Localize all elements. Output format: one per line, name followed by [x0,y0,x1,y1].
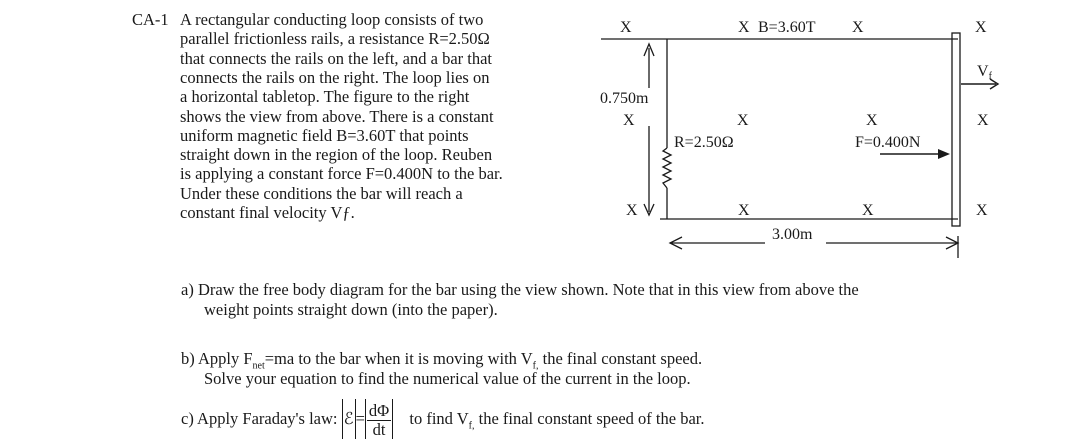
field-x-mark: X [623,112,635,129]
width-label: 3.00m [772,226,813,243]
force-label: F=0.400N [855,134,921,151]
field-x-mark: X [620,19,632,36]
problem-line: uniform magnetic field B=3.60T that points [180,125,469,145]
flux-derivative: $\frac{d\Phi}{dt}$ [365,399,393,439]
question-b-line1: b) Apply $F_{net}=ma$ to the bar when it is moving with $V_{f,}$ the final constant speed. [181,349,703,372]
question-b-line2: Solve your equation to find the numerical value of the current in the loop. [204,369,691,388]
question-c: c) Apply Faraday's law: ℰ = $\frac{d\Phi}{dt}$ to find $V_{f,}$ the final constant speed of the bar. [181,400,705,439]
resistor-label: R=2.50Ω [674,134,734,151]
problem-line: that connects the rails on the left, and a bar that [180,48,493,68]
field-x-mark: X [738,19,750,36]
problem-label: CA-1 [132,10,169,29]
field-x-mark: X [977,112,989,129]
field-x-mark: X [976,202,988,219]
problem-line: connects the rails on the right. The loop lies on [180,67,490,87]
field-x-mark: X [975,19,987,36]
field-x-mark: X [866,112,878,129]
velocity-label: Vf [977,63,992,82]
b-field-label: B=3.60T [758,19,816,36]
field-x-mark: X [737,112,749,129]
question-a-line2: weight points straight down (into the paper). [204,300,498,319]
problem-line: shows the view from above. There is a constant [180,106,494,126]
sliding-bar [952,33,960,226]
problem-line: straight down in the region of the loop. Reuben [180,145,493,165]
resistor-symbol [663,148,671,188]
problem-line: constant final velocity Vƒ. [180,203,355,222]
problem-line: is applying a constant force F=0.400N to the bar. [180,164,503,184]
emf-magnitude: ℰ [342,399,356,439]
problem-line: A rectangular conducting loop consists of two [180,10,484,29]
problem-line: Under these conditions the bar will reach a [180,183,463,203]
field-x-mark: X [738,202,750,219]
problem-line: parallel frictionless rails, a resistance R=2.50Ω [180,29,490,49]
problem-line: a horizontal tabletop. The figure to the right [180,87,470,107]
question-a-line1: a) Draw the free body diagram for the bar using the view shown. Note that in this view from above the [181,280,859,299]
field-x-mark: X [626,202,638,219]
field-x-mark: X [862,202,874,219]
field-x-mark: X [852,19,864,36]
height-label: 0.750m [600,90,649,107]
